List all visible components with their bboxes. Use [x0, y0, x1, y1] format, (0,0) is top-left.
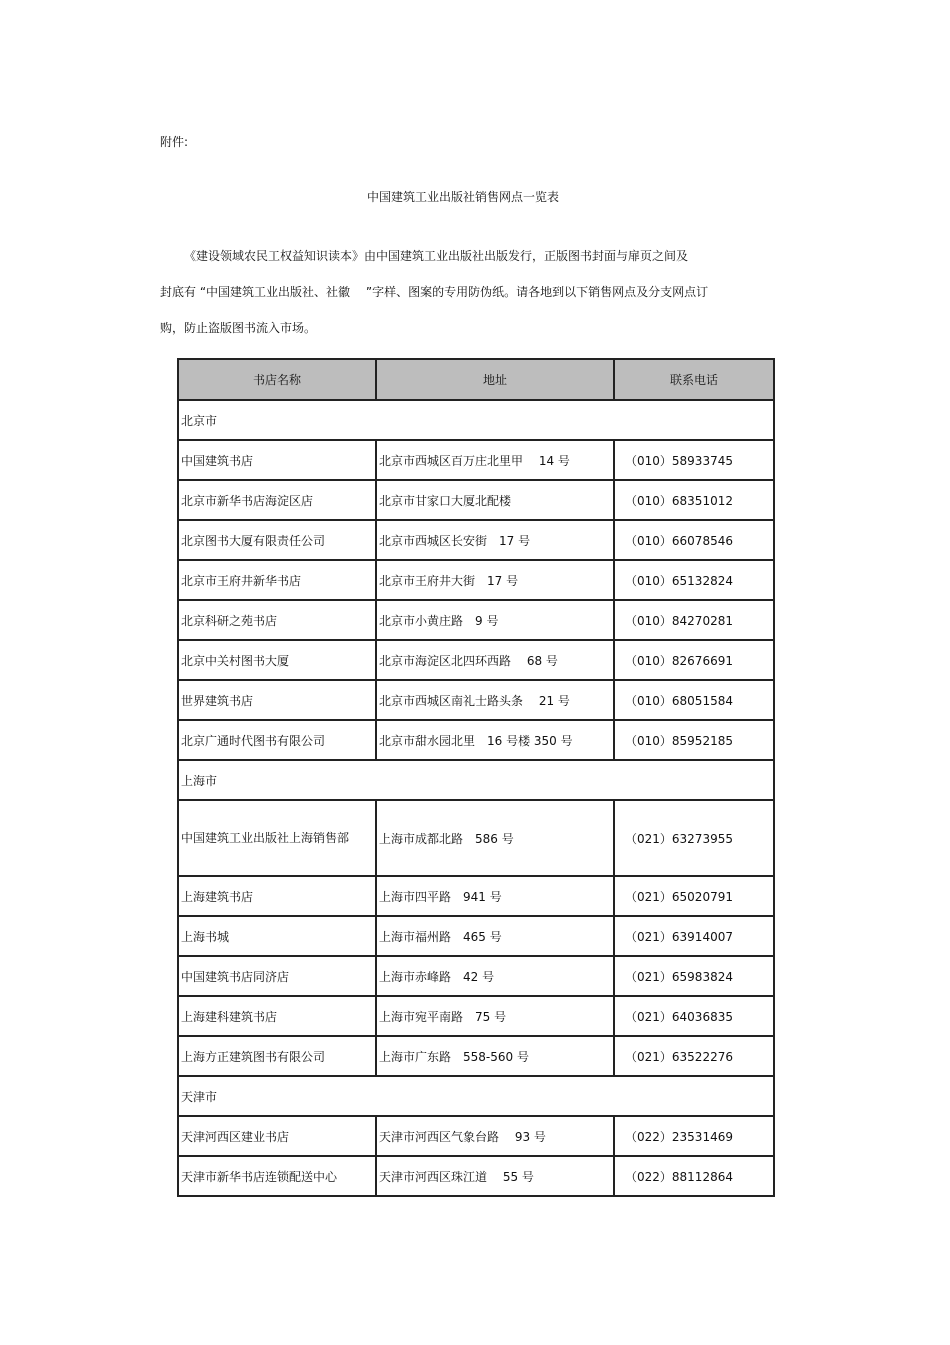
region-row — [178, 400, 774, 440]
address-cell: 上海市赤峰路 42 号 — [376, 956, 614, 996]
table-row — [178, 800, 774, 876]
table-row — [178, 1156, 774, 1196]
phone-cell: （010）68351012 — [614, 480, 774, 520]
store-name-cell: 北京市新华书店海淀区店 — [178, 480, 376, 520]
phone-cell: （021）64036835 — [614, 996, 774, 1036]
store-name-cell: 世界建筑书店 — [178, 680, 376, 720]
phone-cell: （010）66078546 — [614, 520, 774, 560]
table-row — [178, 916, 774, 956]
store-name-cell: 上海方正建筑图书有限公司 — [178, 1036, 376, 1076]
table-row — [178, 876, 774, 916]
table-row — [178, 640, 774, 680]
phone-cell: （010）68051584 — [614, 680, 774, 720]
table-row — [178, 956, 774, 996]
table-row — [178, 520, 774, 560]
phone-cell: （021）63273955 — [614, 800, 774, 876]
store-name-cell: 上海建科建筑书店 — [178, 996, 376, 1036]
address-cell: 北京市海淀区北四环西路 68 号 — [376, 640, 614, 680]
intro-line: 《建设领域农民工权益知识读本》由中国建筑工业出版社出版发行，正版图书封面与扉页之间及 — [184, 249, 689, 263]
header-phone: 联系电话 — [614, 359, 774, 400]
address-cell: 北京市甜水园北里 16 号楼 350 号 — [376, 720, 614, 760]
table-row — [178, 680, 774, 720]
phone-cell: （021）63522276 — [614, 1036, 774, 1076]
table-row — [178, 560, 774, 600]
address-cell: 上海市宛平南路 75 号 — [376, 996, 614, 1036]
address-cell: 上海市广东路 558-560 号 — [376, 1036, 614, 1076]
address-cell: 北京市西城区南礼士路头条 21 号 — [376, 680, 614, 720]
phone-cell: （010）85952185 — [614, 720, 774, 760]
store-name-cell: 天津市新华书店连锁配送中心 — [178, 1156, 376, 1196]
address-cell: 北京市王府井大街 17 号 — [376, 560, 614, 600]
header-address: 地址 — [376, 359, 614, 400]
header-store-name: 书店名称 — [178, 359, 376, 400]
store-name-cell: 天津河西区建业书店 — [178, 1116, 376, 1156]
phone-cell: （010）82676691 — [614, 640, 774, 680]
phone-cell: （022）23531469 — [614, 1116, 774, 1156]
sales-outlets-table — [177, 358, 775, 1197]
store-name-cell: 上海建筑书店 — [178, 876, 376, 916]
store-name-cell: 中国建筑书店同济店 — [178, 956, 376, 996]
store-name-cell: 上海书城 — [178, 916, 376, 956]
phone-cell: （022）88112864 — [614, 1156, 774, 1196]
phone-cell: （021）63914007 — [614, 916, 774, 956]
table-body — [178, 400, 774, 1196]
address-cell: 天津市河西区气象台路 93 号 — [376, 1116, 614, 1156]
region-row — [178, 1076, 774, 1116]
address-cell: 上海市成都北路 586 号 — [376, 800, 614, 876]
store-name-cell: 北京市王府井新华书店 — [178, 560, 376, 600]
address-cell: 北京市甘家口大厦北配楼 — [376, 480, 614, 520]
store-name-cell: 北京图书大厦有限责任公司 — [178, 520, 376, 560]
address-cell: 天津市河西区珠江道 55 号 — [376, 1156, 614, 1196]
attachment-label: 附件: — [160, 135, 189, 149]
phone-cell: （010）84270281 — [614, 600, 774, 640]
store-name-cell: 北京中关村图书大厦 — [178, 640, 376, 680]
store-name-cell: 中国建筑工业出版社上海销售部 — [178, 800, 376, 876]
table-row — [178, 600, 774, 640]
phone-cell: （021）65983824 — [614, 956, 774, 996]
table-row — [178, 480, 774, 520]
address-cell: 上海市四平路 941 号 — [376, 876, 614, 916]
phone-cell: （010）58933745 — [614, 440, 774, 480]
table-row — [178, 1036, 774, 1076]
table-header-row — [178, 359, 774, 400]
intro-paragraph — [160, 238, 760, 346]
phone-cell: （021）65020791 — [614, 876, 774, 916]
store-name-cell: 北京科研之苑书店 — [178, 600, 376, 640]
address-cell: 北京市西城区长安街 17 号 — [376, 520, 614, 560]
address-cell: 北京市西城区百万庄北里甲 14 号 — [376, 440, 614, 480]
table-row — [178, 720, 774, 760]
document-title: 中国建筑工业出版社销售网点一览表 — [366, 190, 559, 204]
address-cell: 上海市福州路 465 号 — [376, 916, 614, 956]
region-row — [178, 760, 774, 800]
region-name: 北京市 — [178, 400, 774, 440]
region-name: 上海市 — [178, 760, 774, 800]
intro-line: 封底有 “中国建筑工业出版社、社徽 ”字样、图案的专用防伪纸。请各地到以下销售网点及分支网点订 — [160, 285, 709, 299]
store-name-cell: 中国建筑书店 — [178, 440, 376, 480]
address-cell: 北京市小黄庄路 9 号 — [376, 600, 614, 640]
store-name-cell: 北京广通时代图书有限公司 — [178, 720, 376, 760]
region-name: 天津市 — [178, 1076, 774, 1116]
table-row — [178, 440, 774, 480]
table-row — [178, 1116, 774, 1156]
table-row — [178, 996, 774, 1036]
phone-cell: （010）65132824 — [614, 560, 774, 600]
intro-line: 购，防止盗版图书流入市场。 — [160, 321, 317, 335]
